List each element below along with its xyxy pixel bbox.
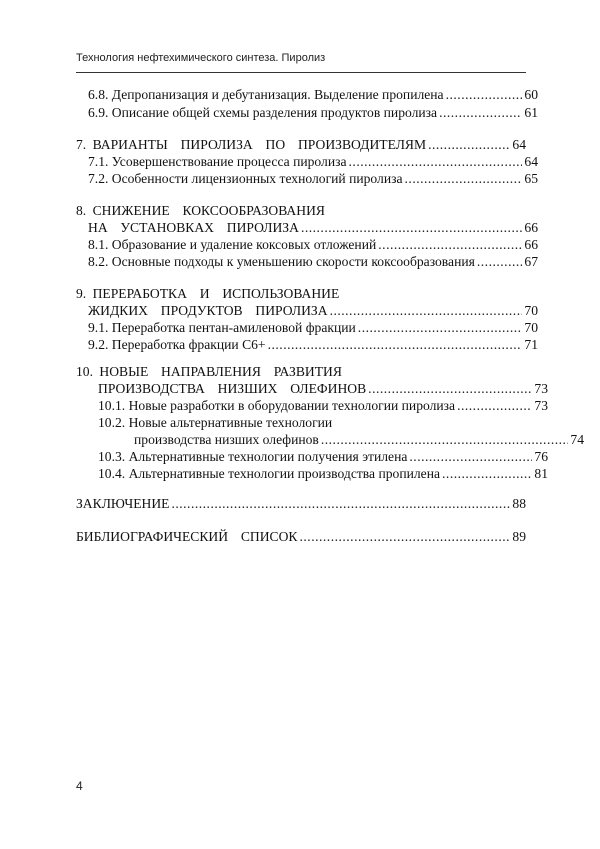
toc-entry-10-2 bbox=[76, 431, 584, 448]
toc-page-number: 64 bbox=[512, 137, 526, 152]
dot-leader bbox=[439, 104, 522, 121]
toc-chapter-title: ЖИДКИХ ПРОДУКТОВ ПИРОЛИЗА bbox=[88, 303, 328, 318]
toc-chapter-title: НА УСТАНОВКАХ ПИРОЛИЗА bbox=[88, 220, 299, 235]
toc-entry-text: 8.2. Основные подходы к уменьшению скорости коксообразования bbox=[88, 254, 475, 269]
toc-entry-10-3 bbox=[76, 448, 548, 465]
dot-leader bbox=[446, 86, 523, 103]
toc-entry-8-1 bbox=[76, 236, 538, 253]
toc-chapter-title: БИБЛИОГРАФИЧЕСКИЙ СПИСОК bbox=[76, 529, 298, 544]
toc-page-number: 66 bbox=[524, 237, 538, 252]
toc-chapter-title: ЗАКЛЮЧЕНИЕ bbox=[76, 496, 170, 511]
toc-chapter-9-title-line1: 9. ПЕРЕРАБОТКА И ИСПОЛЬЗОВАНИЕ bbox=[76, 286, 340, 301]
toc-entry-text: 10.3. Альтернативные технологии получения этилена bbox=[98, 449, 408, 464]
dot-leader bbox=[405, 170, 523, 187]
dot-leader bbox=[477, 253, 523, 270]
toc-page-number: 61 bbox=[524, 105, 538, 120]
dot-leader bbox=[349, 153, 523, 170]
toc-page-number: 70 bbox=[524, 303, 538, 318]
dot-leader bbox=[409, 448, 532, 465]
toc-chapter-9 bbox=[76, 302, 538, 319]
toc-entry-text: 6.9. Описание общей схемы разделения продуктов пиролиза bbox=[88, 105, 438, 120]
toc-bibliography bbox=[76, 528, 526, 545]
toc-chapter-title: ПРОИЗВОДСТВА НИЗШИХ ОЛЕФИНОВ bbox=[98, 381, 367, 396]
toc-page-number: 74 bbox=[570, 432, 584, 447]
toc-page-number: 67 bbox=[524, 254, 538, 269]
dot-leader bbox=[428, 136, 510, 153]
toc-entry-text: 8.1. Образование и удаление коксовых отложений bbox=[88, 237, 377, 252]
toc-page-number: 71 bbox=[524, 337, 538, 352]
toc-entry-8-2 bbox=[76, 253, 538, 270]
toc-entry-9-1 bbox=[76, 319, 538, 336]
toc-entry-10-1 bbox=[76, 397, 548, 414]
toc-page-number: 76 bbox=[534, 449, 548, 464]
toc-entry-6-9 bbox=[76, 104, 538, 121]
page-number: 4 bbox=[76, 779, 83, 793]
toc-entry-text: 9.1. Переработка пентан-амиленовой фракции bbox=[88, 320, 356, 335]
toc-entry-text: производства низших олефинов bbox=[134, 432, 319, 447]
toc-entry-text: 6.8. Депропанизация и дебутанизация. Выделение пропилена bbox=[88, 87, 444, 102]
dot-leader bbox=[378, 236, 522, 253]
toc-chapter-7 bbox=[76, 136, 526, 153]
toc-page-number: 73 bbox=[534, 398, 548, 413]
toc-entry-10-4 bbox=[76, 465, 548, 482]
toc-page-number: 70 bbox=[524, 320, 538, 335]
toc-entry-text: 9.2. Переработка фракции С6+ bbox=[88, 337, 266, 352]
toc-page-number: 88 bbox=[512, 496, 526, 511]
toc-chapter-8 bbox=[76, 219, 538, 236]
toc-entry-text: 10.1. Новые разработки в оборудовании технологии пиролиза bbox=[98, 398, 456, 413]
toc-page-number: 64 bbox=[524, 154, 538, 169]
dot-leader bbox=[358, 319, 523, 336]
toc-conclusion bbox=[76, 495, 526, 512]
toc-entry-6-8 bbox=[76, 86, 538, 103]
dot-leader bbox=[442, 465, 532, 482]
toc-page-number: 89 bbox=[512, 529, 526, 544]
toc-chapter-10 bbox=[76, 380, 548, 397]
toc-entry-text: 10.4. Альтернативные технологии производства пропилена bbox=[98, 466, 441, 481]
dot-leader bbox=[457, 397, 532, 414]
toc-page-number: 81 bbox=[534, 466, 548, 481]
toc-entry-7-1 bbox=[76, 153, 538, 170]
running-header: Технология нефтехимического синтеза. Пиролиз bbox=[76, 52, 326, 64]
toc-entry-7-2 bbox=[76, 170, 538, 187]
dot-leader bbox=[300, 528, 511, 545]
dot-leader bbox=[330, 302, 523, 319]
dot-leader bbox=[268, 336, 523, 353]
toc-page-number: 65 bbox=[524, 171, 538, 186]
toc-page-number: 73 bbox=[534, 381, 548, 396]
dot-leader bbox=[171, 495, 510, 512]
toc-page-number: 66 bbox=[524, 220, 538, 235]
dot-leader bbox=[321, 431, 569, 448]
toc-chapter-10-title-line1: 10. НОВЫЕ НАПРАВЛЕНИЯ РАЗВИТИЯ bbox=[76, 364, 342, 379]
toc-page-number: 60 bbox=[524, 87, 538, 102]
dot-leader bbox=[301, 219, 522, 236]
toc-entry-text: 7.1. Усовершенствование процесса пиролиза bbox=[88, 154, 347, 169]
toc-entry-9-2 bbox=[76, 336, 538, 353]
toc-chapter-title: 7. ВАРИАНТЫ ПИРОЛИЗА ПО ПРОИЗВОДИТЕЛЯМ bbox=[76, 137, 427, 152]
dot-leader bbox=[368, 380, 532, 397]
toc-entry-text: 7.2. Особенности лицензионных технологий пиролиза bbox=[88, 171, 403, 186]
toc-chapter-8-title-line1: 8. СНИЖЕНИЕ КОКСООБРАЗОВАНИЯ bbox=[76, 203, 325, 218]
toc-entry-10-2-line1: 10.2. Новые альтернативные технологии bbox=[98, 415, 333, 430]
